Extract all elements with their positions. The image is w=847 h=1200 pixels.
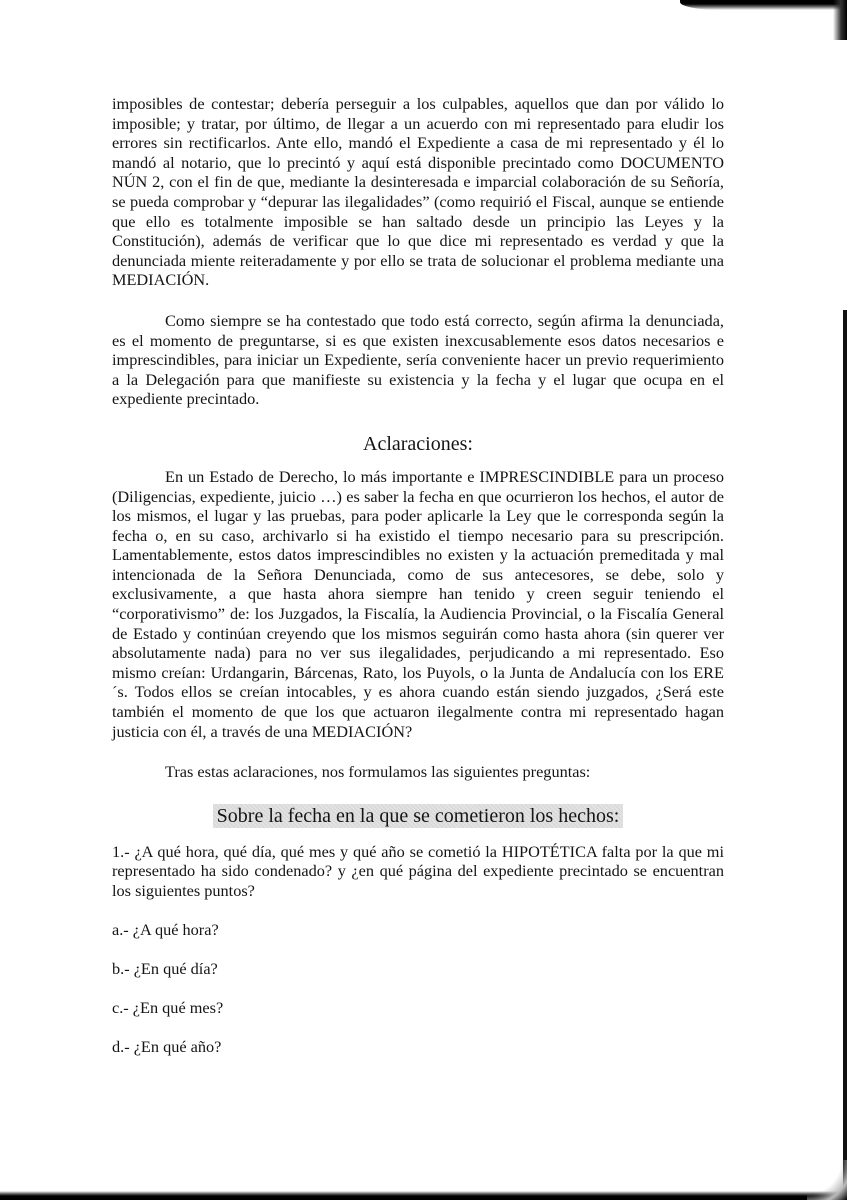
sub-question-b: b.- ¿En qué día? — [112, 959, 218, 979]
question-1: 1.- ¿A qué hora, qué día, qué mes y qué año se cometió la HIPOTÉTICA falta por la que mi representado ha sido condenado? y ¿en qué página del expediente precintado se encuentran los siguientes puntos? — [112, 841, 724, 900]
scan-right-edge-shadow — [843, 310, 847, 1200]
scan-top-edge-shadow — [680, 0, 847, 10]
paragraph-expediente: imposibles de contestar; debería perseguir a los culpables, aquellos que dan por válido lo imposible; y tratar, por último, de llegar a un acuerdo con mi representado para eludir los errores sin rectificarlos. Ante ello, mandó el Expediente a casa de mi representado y él lo mandó al notario, que lo precintó y aquí está disponible precintado como DOCUMENTO NÚN 2, con el fin de que, mediante la desinteresada e imparcial colaboración de su Señoría, se pueda comprobar y “depurar las ilegalidades” (como requirió el Fiscal, aunque se entiende que ello es totalmente imposible se han saltado desde un principio las Leyes y la Constitución), además de verificar que lo que dice mi representado es verdad y que la denunciada miente reiteradamente y por ello se trata de solucionar el problema mediante una MEDIACIÓN. — [112, 94, 724, 290]
sub-question-c: c.- ¿En qué mes? — [112, 998, 224, 1018]
heading-aclaraciones: Aclaraciones: — [363, 432, 473, 455]
paragraph-como-siempre: Como siempre se ha contestado que todo está correcto, según afirma la denunciada, es el momento de preguntarse, si es que existen inexcusablemente esos datos necesarios e imprescindibles, para iniciar un Expediente, sería conveniente hacer un previo requerimiento a la Delegación para que manifieste su existencia y la fecha y el lugar que ocupa en el expediente precintado. — [112, 310, 724, 409]
paragraph-tras-aclaraciones: Tras estas aclaraciones, nos formulamos las siguientes preguntas: — [165, 762, 591, 782]
heading-sobre-fecha: Sobre la fecha en la que se cometieron los hechos: — [213, 804, 624, 828]
scan-bottom-right-corner-shadow — [807, 1160, 847, 1200]
heading-sobre-fecha-wrapper — [112, 804, 724, 828]
document-page — [112, 94, 724, 1057]
sub-question-d: d.- ¿En qué año? — [112, 1037, 222, 1057]
scan-bottom-edge-shadow — [0, 1191, 847, 1200]
sub-questions-list — [112, 920, 724, 1057]
paragraph-estado-de-derecho: En un Estado de Derecho, lo más importante e IMPRESCINDIBLE para un proceso (Diligencias, expediente, juicio …) es saber la fecha en que ocurrieron los hechos, el autor de los mismos, el lugar y las pruebas, para poder aplicarle la Ley que le corresponda según la fecha o, en su caso, archivarlo si ha existido el tiempo necesario para su prescripción. Lamentablemente, estos datos imprescindibles no existen y la actuación premeditada y mal intencionada de la Señora Denunciada, como de sus antecesores, se debe, solo y exclusivamente, a que hasta ahora siempre han tenido y creen seguir teniendo el “corporativismo” de: los Juzgados, la Fiscalía, la Audiencia Provincial, o la Fiscalía General de Estado y continúan creyendo que los mismos seguirán como hasta ahora (sin querer ver absolutamente nada) para no ver sus ilegalidades, perjudicando a mi representado. Eso mismo creían: Urdangarin, Bárcenas, Rato, los Puyols, o la Junta de Andalucía con los ERE´s. Todos ellos se creían intocables, y es ahora cuando están siendo juzgados, ¿Será este también el momento de que los que actuaron ilegalmente contra mi representado hagan justicia con él, a través de una MEDIACIÓN? — [112, 466, 724, 741]
sub-question-a: a.- ¿A qué hora? — [112, 920, 219, 940]
scan-top-right-corner-shadow — [833, 0, 847, 40]
